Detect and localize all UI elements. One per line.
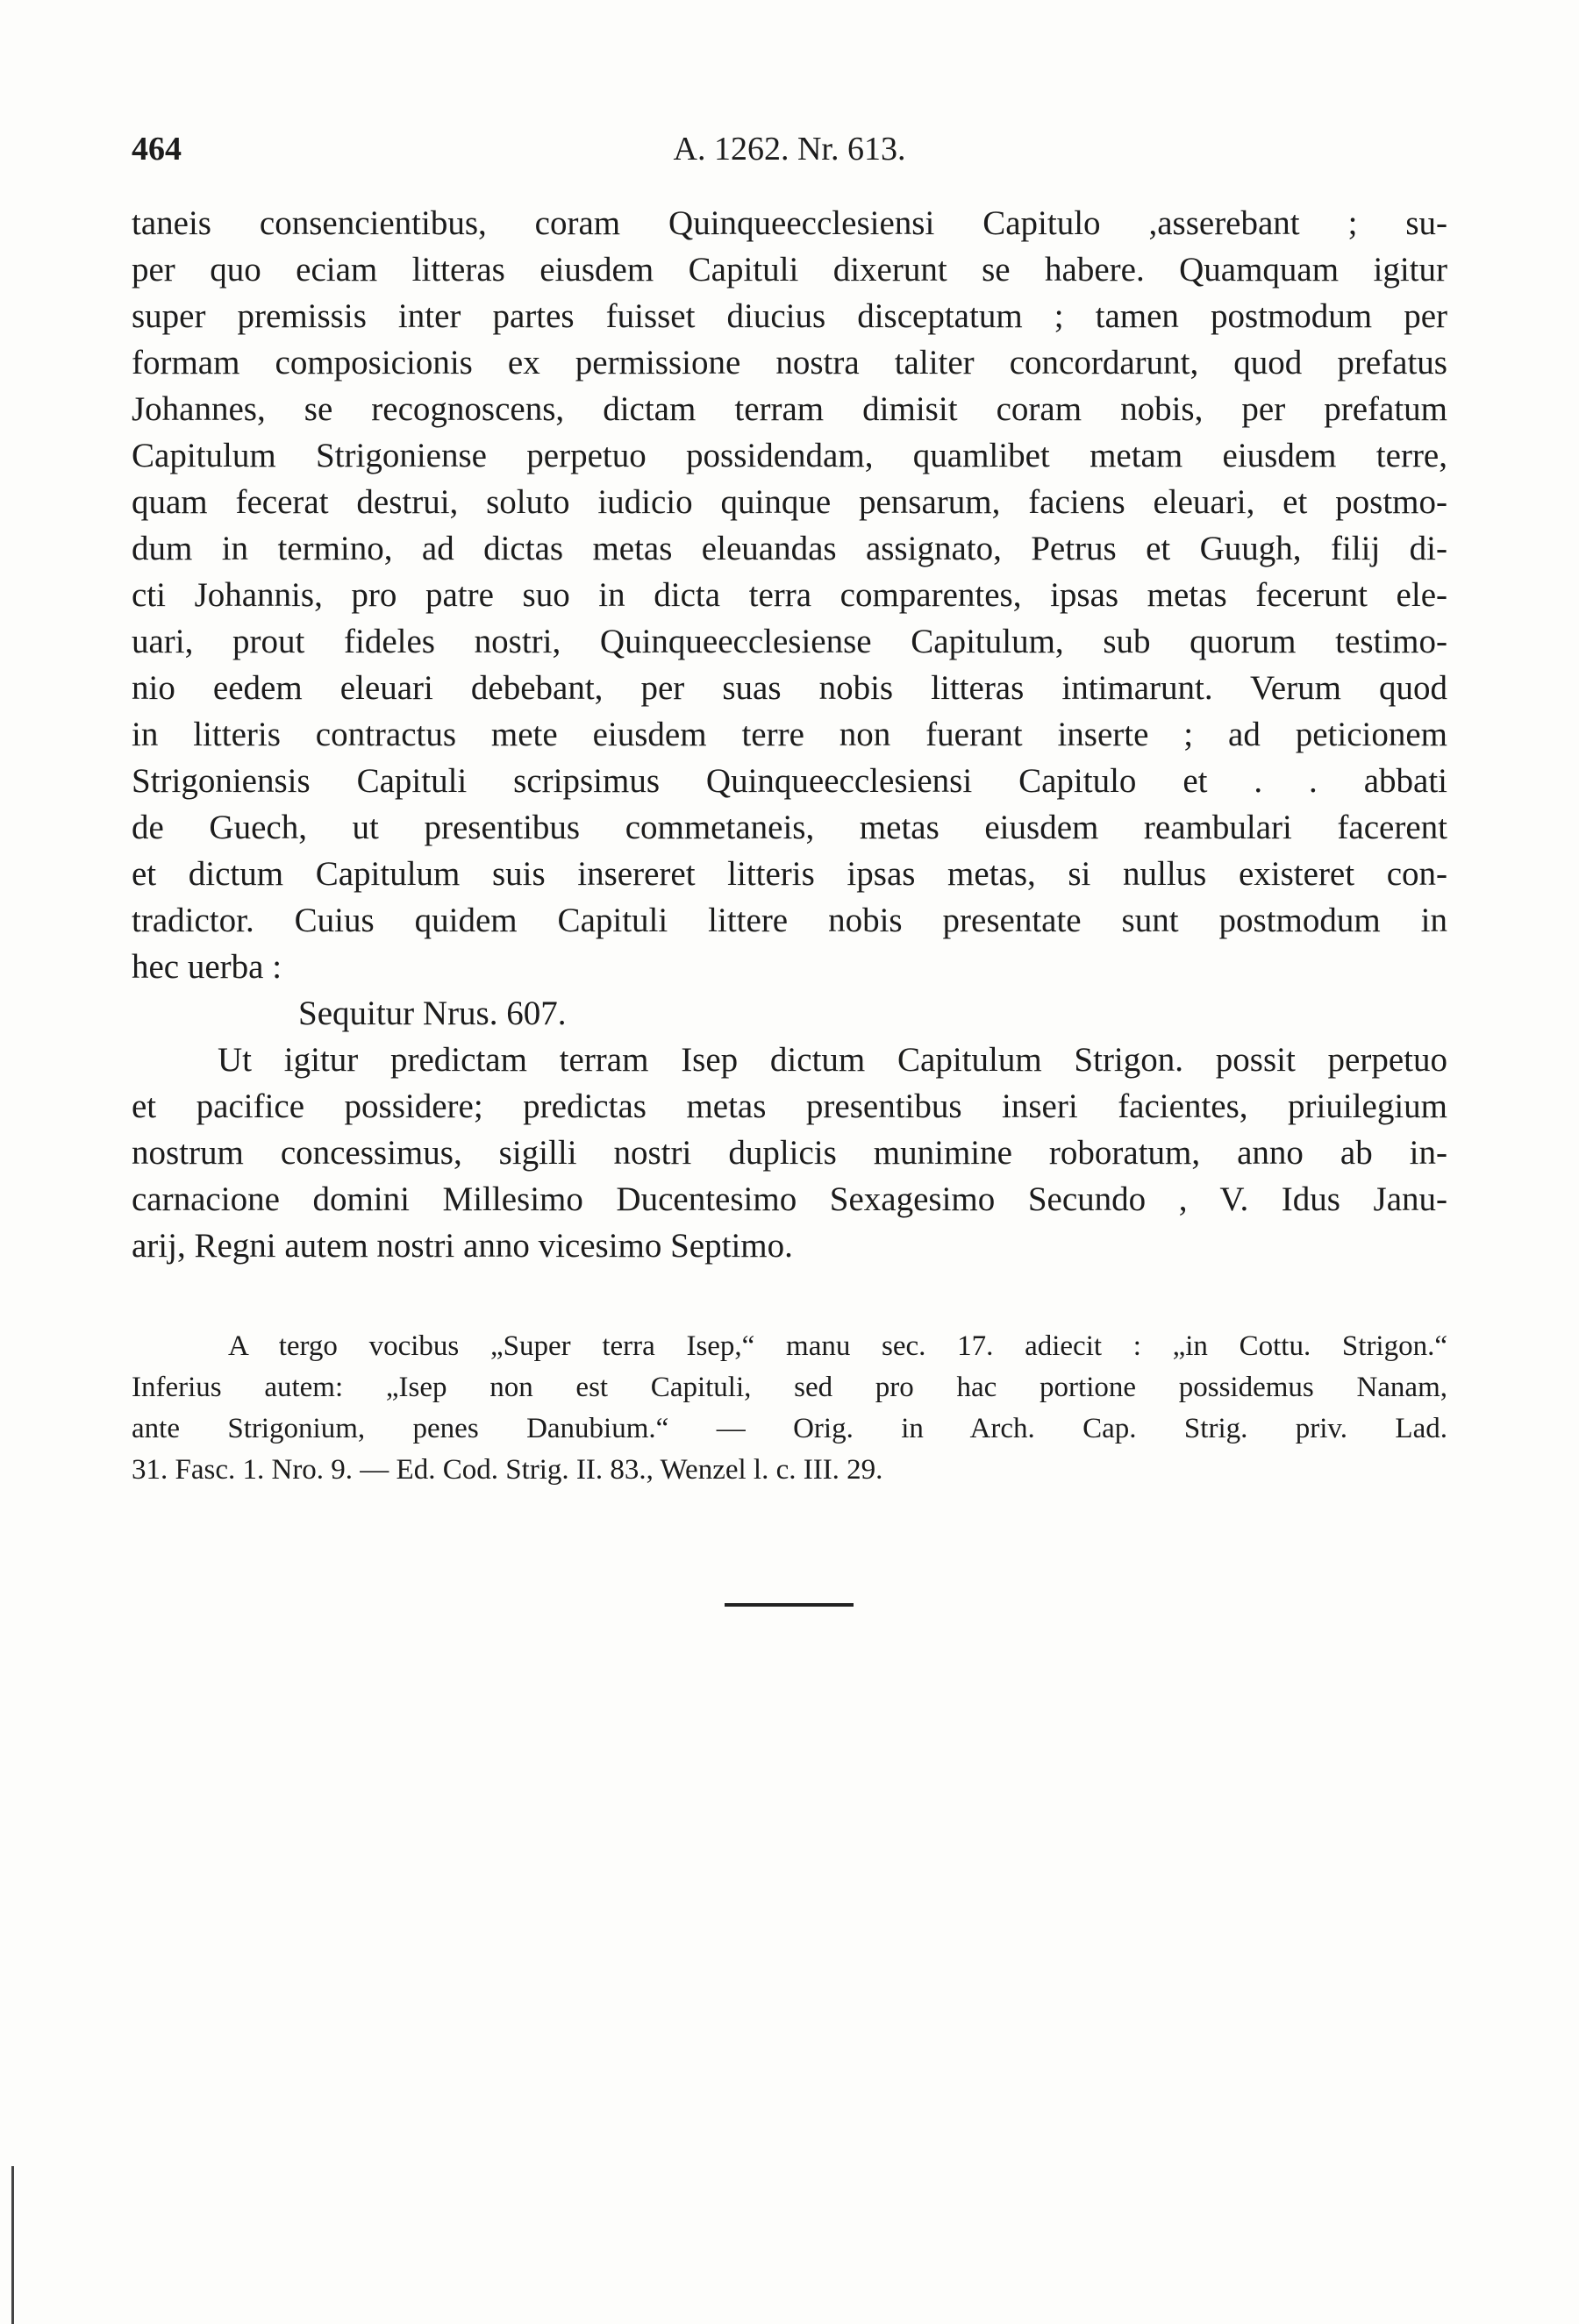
section-divider — [725, 1603, 854, 1607]
running-head: A. 1262. Nr. 613. — [673, 131, 906, 168]
text-line: Capitulum Strigoniense perpetuo possidendam, quamlibet metam eiusdem terre, — [132, 437, 1447, 474]
note-line: ante Strigonium, penes Danubium.“ — Orig. in Arch. Cap. Strig. priv. Lad. — [132, 1413, 1447, 1444]
text-line: Strigoniensis Capituli scripsimus Quinqueecclesiensi Capitulo et . . abbati — [132, 762, 1447, 800]
text-line: quam fecerat destrui, soluto iudicio quinque pensarum, faciens eleuari, et postmo- — [132, 483, 1447, 521]
text-line: tradictor. Cuius quidem Capituli littere nobis presentate sunt postmodum in — [132, 902, 1447, 939]
page-number: 464 — [132, 131, 182, 168]
text-line: formam composicionis ex permissione nostra taliter concordarunt, quod prefatus — [132, 344, 1447, 381]
text-line: carnacione domini Millesimo Ducentesimo Sexagesimo Secundo , V. Idus Janu- — [132, 1180, 1447, 1218]
text-line: et dictum Capitulum suis insereret litteris ipsas metas, si nullus existeret con- — [132, 855, 1447, 893]
margin-line — [11, 2166, 14, 2324]
text-line: cti Johannis, pro patre suo in dicta terra comparentes, ipsas metas fecerunt ele- — [132, 576, 1447, 614]
text-line: taneis consencientibus, coram Quinqueecclesiensi Capitulo ,asserebant ; su- — [132, 204, 1447, 242]
charter-text — [132, 200, 1447, 1269]
text-line: de Guech, ut presentibus commetaneis, metas eiusdem reambulari facerent — [132, 809, 1447, 846]
text-line: nio eedem eleuari debebant, per suas nobis litteras intimarunt. Verum quod — [132, 669, 1447, 707]
text-line: Johannes, se recognoscens, dictam terram dimisit coram nobis, per prefatum — [132, 390, 1447, 428]
page-header — [132, 130, 1447, 168]
text-line: Ut igitur predictam terram Isep dictum Capitulum Strigon. possit perpetuo — [218, 1041, 1447, 1079]
note-line: A tergo vocibus „Super terra Isep,“ manu sec. 17. adiecit : „in Cottu. Strigon.“ — [228, 1330, 1447, 1362]
text-line: super premissis inter partes fuisset diucius disceptatum ; tamen postmodum per — [132, 297, 1447, 335]
text-line: nostrum concessimus, sigilli nostri duplicis munimine roboratum, anno ab in- — [132, 1134, 1447, 1172]
insertion-reference: Sequitur Nrus. 607. — [298, 994, 567, 1032]
note-line: Inferius autem: „Isep non est Capituli, sed pro hac portione possidemus Nanam, — [132, 1372, 1447, 1403]
text-line: et pacifice possidere; predictas metas presentibus inseri facientes, priuilegium — [132, 1087, 1447, 1125]
text-line: in litteris contractus mete eiusdem terre non fuerant inserte ; ad peticionem — [132, 716, 1447, 753]
text-line: uari, prout fideles nostri, Quinqueecclesiense Capitulum, sub quorum testimo- — [132, 623, 1447, 660]
text-line: hec uerba : — [132, 948, 282, 986]
text-line: arij, Regni autem nostri anno vicesimo Septimo. — [132, 1227, 793, 1265]
note-line: 31. Fasc. 1. Nro. 9. — Ed. Cod. Strig. II. 83., Wenzel l. c. III. 29. — [132, 1454, 883, 1486]
text-line: per quo eciam litteras eiusdem Capituli dixerunt se habere. Quamquam igitur — [132, 251, 1447, 289]
text-line: dum in termino, ad dictas metas eleuandas assignato, Petrus et Guugh, filij di- — [132, 530, 1447, 567]
editorial-notes — [132, 1326, 1447, 1491]
